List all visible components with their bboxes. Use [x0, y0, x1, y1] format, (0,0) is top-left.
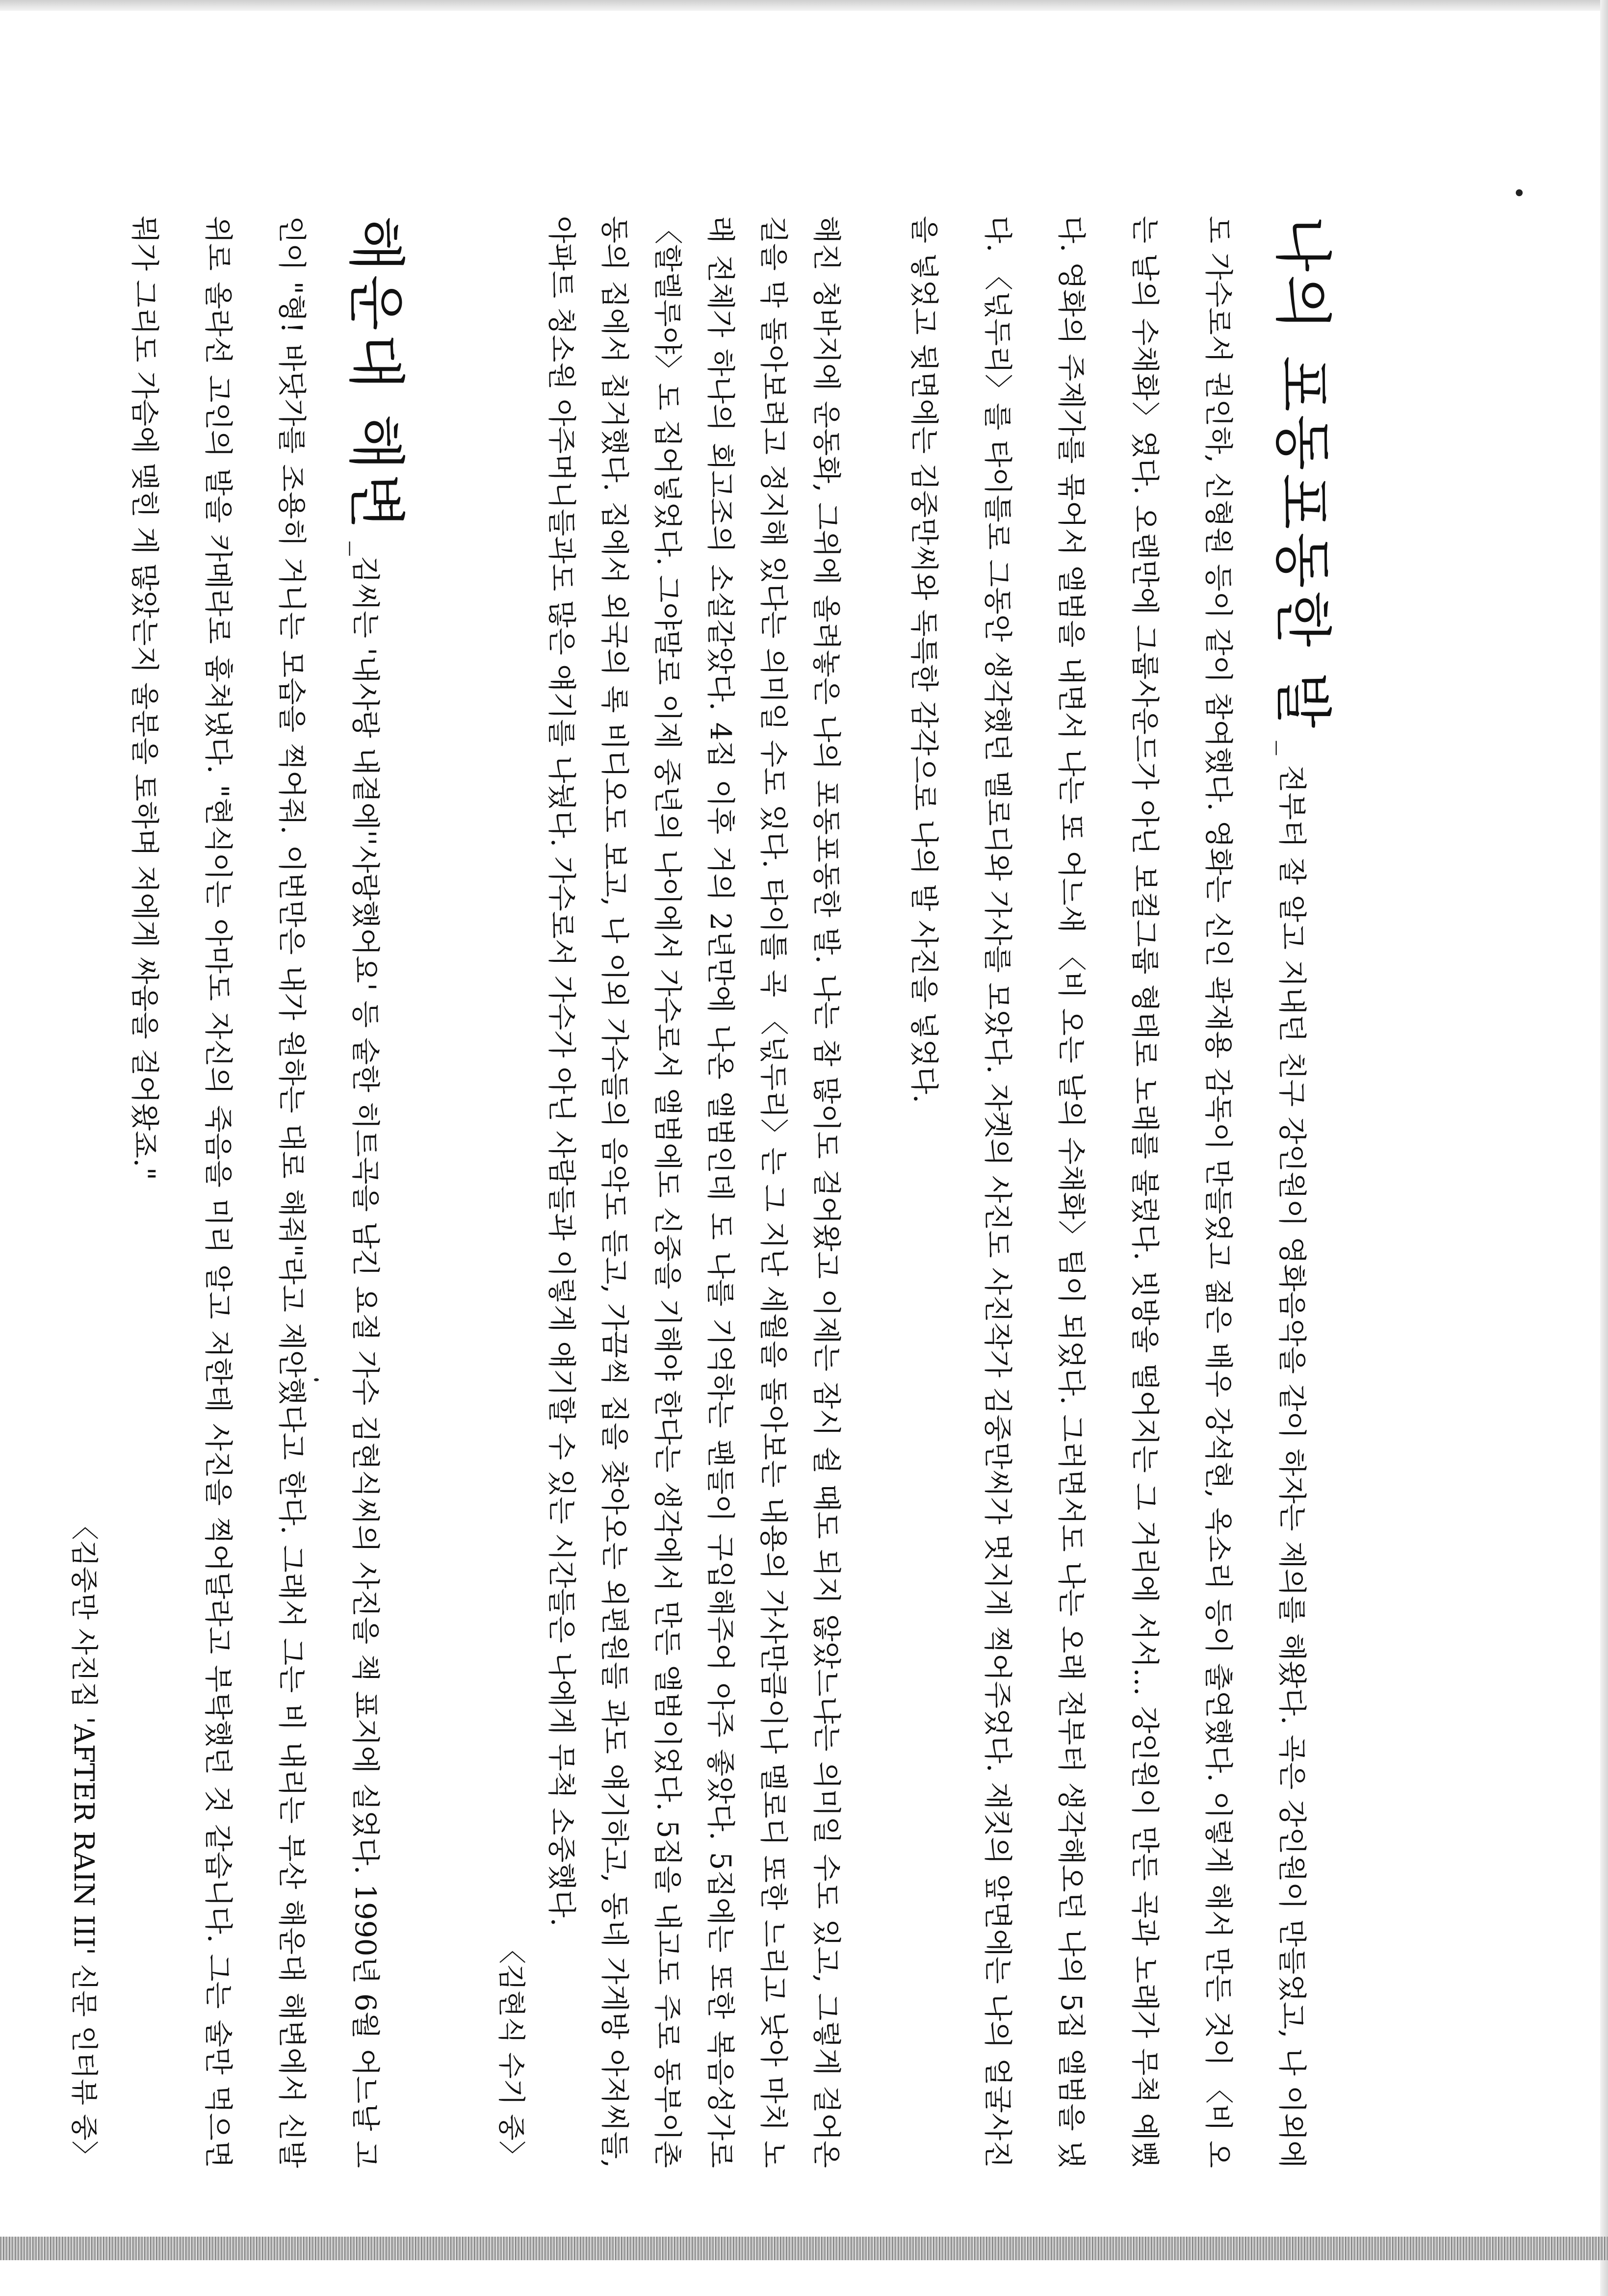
- scan-bottom-edge: [0, 2237, 1608, 2260]
- section1-body: 해진 청바지에 운동화, 그위에 올려놓은 나의 포동포동한 발. 나는 참 많이도 걸어왔고 이제는 잠시 쉴 때도 되지 않았느냐는 의미일 수도 있고, 그렇게 걸어온 길을 막 돌아보려고 정지해 있다는 의미일 수도 있다. 타이틀 곡 〈넋두리〉는 그 지난 세월을 돌아보는 내용의 가사만큼이나 멜로디 또한 느리고 낮아 마치 노래 전체가 하나의 회고조의 소설같았다. 4집 이후 거의 2년만에 나온 앨범인데 도 나를 기억하는 팬들이 구입해주어 아주 좋았다. 5집에는 또한 복음성가로 〈할렐루야〉도 집어넣었다. 그야말로 이제 중년의 나이에서 가수로서 앨범에도 신중을 기해야 한다는 생각에서 만든 앨범이었다. 5집을 내고도 주로 동부이촌동의 집에서 칩거했다. 집에서 외국의 록 비디오도 보고, 나 이외 가수들의 음악도 듣고, 가끔씩 집을 찾아오는 외편원들 과도 얘기하고, 동네 가게방 아저씨들, 아파트 청소원 아주머니들과도 많은 얘기를 나눴다. 가수로서 가수가 아닌 사람들과 이렇게 얘기할 수 있는 시간들은 나에게 무척 소중했다.: [545, 216, 843, 2168]
- section2-intro: _김씨는 '내사랑 내곁에''사랑했어요' 등 숱한 히트곡을 남긴 요절 가수 김현식씨의 사진을 책 표지에 실었다. 1990년 6월 어느날 고인이 "형! 바닷가를 조용히 거니는 모습을 찍어줘. 이번만은 내가 원하는 대로 해줘"라고 제안했다고 한다. 그래서 그는 비 내리는 부산 해운대 해변에서 신발 위로 올라선 고인의 발을 카메라로 훔쳐냈다. "현식이는 아마도 자신의 죽음을 미리 알고 저한테 사진을 찍어달라고 부탁했던 것 같습니다. 그는 술만 먹으면 뭐가 그리도 가슴에 맺힌 게 많았는지 울분을 토하며 저에게 싸움을 걸어왔죠.": [128, 216, 382, 2168]
- section2-paragraph: [108, 216, 413, 2168]
- section2-citation: 〈김중만 사진집 'AFTER RAIN III' 신문 인터뷰 중〉: [68, 1512, 100, 2168]
- section1-title: 나의 포동포동한 발: [1269, 216, 1336, 731]
- section-my-chubby-feet: [486, 216, 1339, 2168]
- scan-speck: [1516, 189, 1523, 196]
- section1-intro: _ 전부터 잘 알고 지내던 친구 강인원이 영화음악을 같이 하자는 제의를 해왔다. 곡은 강인원이 만들었고, 나 이외에도 가수로서 권인하, 신형원 등이 같이 참여했다. 영화는 신인 곽재용 감독이 만들었고 젊은 배우 강석현, 옥소리 등이 출연했다. 이렇게 해서 만든 것이 〈비 오는 날의 수채화〉였다. 오랜만에 그룹사운드가 아닌 보컬그룹 형태로 노래를 불렀다. 빗방울 떨어지는 그 거리에 서서… 강인원이 만든 곡과 노래가 무척 예뻤다. 영화의 주제가를 묶어서 앨범을 내면서 나는 또 어느새 〈비 오는 날의 수채화〉팀이 되었다. 그러면서도 나는 오래 전부터 생각해오던 나의 5집 앨범을 냈다. 〈넋두리〉를 타이틀로 그동안 생각했던 멜로디와 가사를 모았다. 자켓의 사진도 사진작가 김중만씨가 멋지게 찍어주었다. 재킷의 앞면에는 나의 얼굴사진을 넣었고 뒷면에는 김중만씨와 독특한 감각으로 나의 발 사진을 넣었다.: [908, 216, 1309, 2168]
- section-haeundae-beach: [59, 216, 413, 2168]
- scan-right-edge: [1600, 0, 1608, 2296]
- scan-top-edge: [0, 0, 1608, 11]
- section1-citation: 〈김현식 수기 중〉: [495, 1936, 527, 2168]
- section1-first-paragraph: [887, 216, 1339, 2168]
- rotated-page-content: [68, 216, 1339, 2168]
- section2-title: 해운대 해변: [342, 216, 410, 532]
